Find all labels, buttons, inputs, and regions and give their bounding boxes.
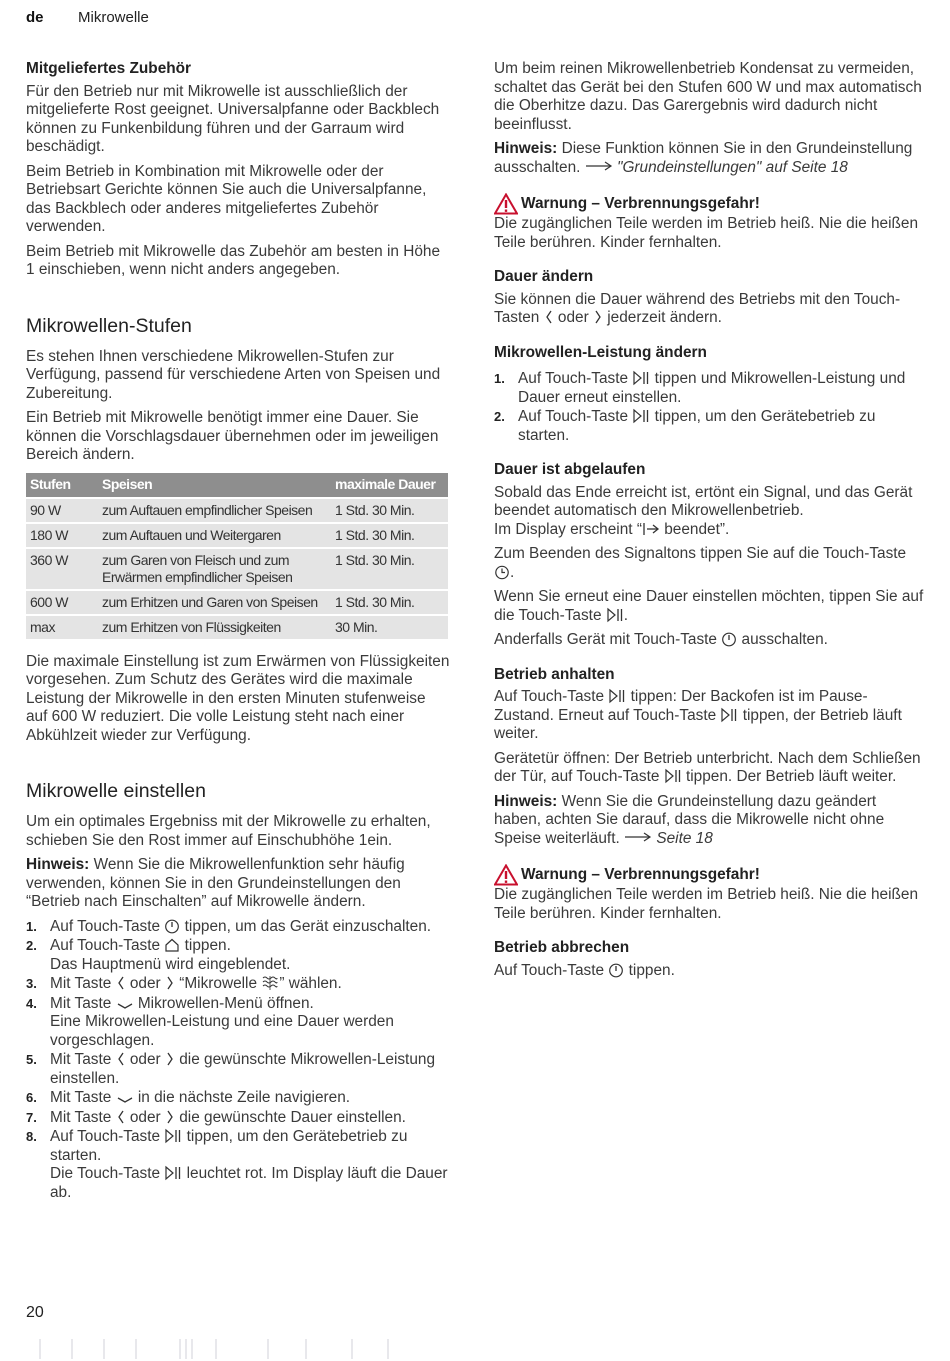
home-icon: [164, 937, 180, 953]
step-number: 6.: [26, 1090, 37, 1105]
step-text: oder: [125, 975, 165, 992]
list-item: [494, 408, 924, 445]
step-text: tippen, um das Gerät einzuschalten.: [180, 917, 432, 935]
step-text: tippen, um den Gerätebetrieb zu starten.: [518, 408, 876, 444]
step-text: Das Hauptmenü wird eingeblendet.: [50, 955, 291, 973]
hint-text: Wenn Sie die Grundeinstellung dazu geändert haben, achten Sie darauf, dass die Mikrowelle nicht ohne Speise weiterläuft.: [494, 792, 885, 847]
table-cell-speisen: zum Auftauen empfindlicher Speisen: [98, 498, 331, 523]
hint-grundeinstellung: [494, 140, 924, 177]
table-cell-dauer: 1 Std. 30 Min.: [331, 548, 448, 590]
warning-icon: [494, 864, 518, 886]
paragraph-text: tippen, der Betrieb läuft weiter.: [494, 706, 902, 742]
start-stop-icon: [164, 1165, 182, 1181]
einstellen-paragraph-1: Um ein optimales Ergebniss mit der Mikrowelle zu erhalten, schieben Sie den Rost immer auf Einschubhöhe 1ein.: [26, 813, 431, 849]
list-item: [26, 937, 450, 974]
list-item: [494, 370, 924, 407]
warning-title: [494, 864, 924, 886]
warning-icon: [494, 193, 518, 215]
step-number: 1.: [26, 918, 37, 934]
table-row: [26, 548, 448, 590]
step-text: ” wählen.: [279, 975, 342, 992]
chevron-left-icon: [544, 309, 554, 325]
chevron-right-icon: [165, 975, 175, 991]
table-cell-stufe: 360 W: [26, 548, 98, 590]
hint-label: Hinweis:: [26, 856, 90, 873]
zubehoer-paragraph-2: Beim Betrieb in Kombination mit Mikrowelle oder der Betriebsart Gerichte können Sie auch die Universalpfanne, das Backblech oder anderes mitgeliefertes Zubehör verwenden.: [26, 162, 427, 235]
table-cell-speisen: zum Erhitzen und Garen von Speisen: [98, 590, 331, 615]
step-text: oder: [125, 1108, 165, 1126]
step-number: 4.: [26, 995, 37, 1011]
step-text: in die nächste Zeile navigieren.: [133, 1089, 351, 1106]
power-icon: [164, 918, 180, 934]
hint-label: Hinweis:: [494, 792, 558, 810]
table-row: [26, 498, 448, 523]
timer-icon: [494, 564, 510, 580]
heading-dauer-aendern: Dauer ändern: [494, 268, 594, 285]
start-stop-icon: [720, 707, 738, 723]
paragraph-text: Auf Touch-Taste: [494, 688, 609, 705]
hint-text: Wenn Sie die Mikrowellenfunktion sehr häufig verwenden, können Sie in den Grundeinstellungen den “Betrieb nach Einschalten” auf Mikrowelle ändern.: [26, 856, 405, 910]
step-text: tippen.: [180, 937, 231, 954]
heading-abgelaufen: Dauer ist abgelaufen: [494, 461, 646, 478]
arrow-right-icon: [585, 160, 613, 172]
power-icon: [721, 631, 737, 647]
list-item: [26, 975, 450, 994]
dauer-aendern-paragraph: [494, 291, 924, 328]
step-text: die gewünschte Dauer einstellen.: [174, 1108, 406, 1126]
heading-anhalten: Betrieb anhalten: [494, 665, 615, 683]
paragraph-text: tippen: Der Backofen ist im Pause-Zustand. Erneut auf Touch-Taste: [494, 688, 868, 724]
abbrechen-paragraph: [494, 962, 924, 981]
warning-text: Die zugänglichen Teile werden im Betrieb heiß. Nie die heißen Teile berühren. Kinder fernhalten.: [494, 215, 919, 251]
step-number: 1.: [494, 371, 505, 386]
step-number: 7.: [26, 1109, 37, 1125]
table-cell-dauer: 1 Std. 30 Min.: [331, 523, 448, 548]
page-reference-link[interactable]: Seite 18: [656, 829, 713, 847]
step-text: tippen, um den Gerätebetrieb zu starten.: [50, 1128, 408, 1164]
list-item: [26, 1089, 450, 1108]
table-cell-speisen: zum Garen von Fleisch und zum Erwärmen empfindlicher Speisen: [98, 548, 331, 590]
left-column: [26, 60, 450, 1208]
table-row: [26, 590, 448, 615]
step-number: 8.: [26, 1129, 37, 1144]
paragraph-text: Sobald das Ende erreicht ist, ertönt ein Signal, und das Gerät beendet automatisch den Mikrowellenbetrieb.: [494, 483, 913, 519]
warning-title-text: Warnung – Verbrennungsgefahr!: [521, 865, 760, 883]
paragraph-text: Anderfalls Gerät mit Touch-Taste: [494, 631, 722, 648]
table-header-dauer: maximale Dauer: [331, 473, 448, 498]
table-cell-stufe: max: [26, 615, 98, 639]
step-text: Auf Touch-Taste: [50, 937, 165, 954]
step-text: Mit Taste: [50, 975, 116, 992]
table-cell-dauer: 30 Min.: [331, 615, 448, 639]
step-number: 3.: [26, 976, 37, 991]
paragraph-text: .: [510, 563, 515, 581]
paragraph-text: tippen.: [624, 961, 675, 979]
header-title: Mikrowelle: [78, 9, 149, 26]
paragraph-text: oder: [553, 309, 593, 326]
heading-zubehoer: Mitgeliefertes Zubehör: [26, 60, 192, 77]
table-cell-dauer: 1 Std. 30 Min.: [331, 590, 448, 615]
step-text: Mikrowellen-Menü öffnen.: [133, 994, 314, 1012]
zubehoer-paragraph-1: Für den Betrieb nur mit Mikrowelle ist ausschließlich der mitgelieferte Rost geeignet. Universalpfanne oder Backblech können zu Funkenbildung führen und der Garraum wird beschädigt.: [26, 82, 440, 155]
step-text: Auf Touch-Taste: [518, 408, 633, 425]
paragraph-text: beendet”.: [659, 520, 730, 538]
table-cell-stufe: 600 W: [26, 590, 98, 615]
paragraph-text: Auf Touch-Taste: [494, 961, 609, 979]
table-cell-dauer: 1 Std. 30 Min.: [331, 498, 448, 523]
stufen-paragraph-3: Die maximale Einstellung ist zum Erwärmen von Flüssigkeiten vorgesehen. Zum Schutz des Gerätes wird die maximale Leistung der Mikrowelle in den ersten Minuten stufenweise auf 600 W reduziert. Die volle Leistung steht nach einer Abkühlzeit wieder zur Verfügung.: [26, 652, 450, 744]
abgelaufen-paragraph-3: [494, 588, 924, 625]
paragraph-text: ausschalten.: [737, 631, 828, 648]
abgelaufen-paragraph-1: [494, 484, 924, 540]
chevron-left-icon: [116, 975, 126, 991]
warning-title-text: Warnung – Verbrennungsgefahr!: [521, 194, 760, 212]
arrow-right-icon: [624, 831, 652, 843]
list-item: [26, 1128, 450, 1202]
heading-abbrechen: Betrieb abbrechen: [494, 939, 630, 956]
leistung-steps: [494, 370, 924, 445]
paragraph-text: Im Display erscheint “: [494, 520, 642, 538]
table-cell-speisen: zum Auftauen und Weitergaren: [98, 523, 331, 548]
paragraph-text: .: [623, 606, 629, 624]
step-text: Eine Mikrowellen-Leistung und eine Dauer werden vorgeschlagen.: [50, 1013, 394, 1049]
zubehoer-paragraph-3: Beim Betrieb mit Mikrowelle das Zubehör am besten in Höhe 1 einschieben, wenn nicht anders angegeben.: [26, 242, 441, 278]
step-text: tippen und Mikrowellen-Leistung und Dauer erneut einstellen.: [518, 370, 906, 406]
step-text: Die Touch-Taste: [50, 1165, 165, 1182]
list-item: [26, 1051, 450, 1088]
step-text: Auf Touch-Taste: [50, 1128, 165, 1145]
chevron-down-icon: [116, 1001, 134, 1011]
step-text: Mit Taste: [50, 1089, 116, 1106]
start-stop-icon: [632, 408, 650, 424]
table-cell-stufe: 90 W: [26, 498, 98, 523]
start-stop-icon: [164, 1128, 182, 1144]
chevron-left-icon: [116, 1051, 126, 1067]
heading-einstellen: Mikrowelle einstellen: [26, 780, 206, 802]
start-stop-icon: [608, 688, 626, 704]
heading-leistung-aendern: Mikrowellen-Leistung ändern: [494, 343, 707, 361]
anhalten-paragraph-1: [494, 688, 924, 744]
anhalten-paragraph-2: [494, 750, 924, 787]
step-text: Auf Touch-Taste: [50, 917, 165, 935]
paragraph-text: jederzeit ändern.: [602, 309, 722, 326]
table-row: [26, 615, 448, 639]
step-text: die gewünschte Mikrowellen-Leistung einstellen.: [50, 1051, 436, 1087]
start-stop-icon: [632, 370, 650, 386]
print-marks: [0, 1335, 950, 1361]
start-stop-icon: [606, 607, 624, 623]
table-header-stufen: Stufen: [26, 473, 98, 498]
hint-label: Hinweis:: [494, 140, 558, 157]
list-item: [26, 1109, 450, 1128]
page-reference-link[interactable]: "Grundeinstellungen" auf Seite 18: [616, 158, 848, 176]
stufen-table: [26, 473, 448, 639]
end-icon: [642, 521, 660, 537]
table-row: [26, 523, 448, 548]
table-cell-speisen: zum Erhitzen von Flüssigkeiten: [98, 615, 331, 639]
start-stop-icon: [664, 768, 682, 784]
list-item: [26, 918, 450, 937]
warning-text: Die zugänglichen Teile werden im Betrieb heiß. Nie die heißen Teile berühren. Kinder fernhalten.: [494, 886, 919, 922]
step-text: leuchtet rot. Im Display läuft die Dauer ab.: [50, 1165, 448, 1201]
anhalten-hint: [494, 793, 924, 849]
table-cell-stufe: 180 W: [26, 523, 98, 548]
right-column: [494, 60, 924, 986]
step-number: 5.: [26, 1052, 37, 1067]
step-text: Mit Taste: [50, 1051, 116, 1068]
stufen-paragraph-1: Es stehen Ihnen verschiedene Mikrowellen-Stufen zur Verfügung, passend für verschiedene Arten von Speisen und Zubereitung.: [26, 347, 441, 402]
warning-title: [494, 193, 924, 215]
chevron-right-icon: [165, 1109, 175, 1125]
list-item: [26, 995, 450, 1051]
step-text: “Mikrowelle: [174, 975, 262, 992]
paragraph-text: Sie können die Dauer während des Betriebs mit den Touch-Tasten: [494, 290, 901, 326]
table-header-speisen: Speisen: [98, 473, 331, 498]
chevron-down-icon: [116, 1095, 134, 1105]
intro-paragraph: Um beim reinen Mikrowellenbetrieb Kondensat zu vermeiden, schaltet das Gerät bei den Stufen 600 W und max automatisch die Oberhitze dazu. Das Garergebnis wird dadurch nicht beeinflusst.: [494, 60, 922, 133]
table-header-row: [26, 473, 448, 498]
hint-text: Diese Funktion können Sie in den Grundeinstellung ausschalten.: [494, 140, 913, 176]
chevron-right-icon: [593, 309, 603, 325]
step-number: 2.: [26, 938, 37, 953]
heading-stufen: Mikrowellen-Stufen: [26, 314, 192, 337]
page-number: 20: [26, 1304, 44, 1321]
step-number: 2.: [494, 409, 505, 424]
step-text: Mit Taste: [50, 994, 116, 1012]
power-icon: [608, 962, 624, 978]
microwave-icon: [261, 975, 279, 991]
chevron-right-icon: [165, 1051, 175, 1067]
step-text: Mit Taste: [50, 1108, 116, 1126]
chevron-left-icon: [116, 1109, 126, 1125]
paragraph-text: Gerätetür öffnen: Der Betrieb unterbricht. Nach dem Schließen der Tür, auf Touch-Taste: [494, 749, 921, 785]
einstellen-hint: [26, 856, 450, 912]
abgelaufen-paragraph-2: [494, 545, 924, 582]
stufen-paragraph-2: Ein Betrieb mit Mikrowelle benötigt immer eine Dauer. Sie können die Vorschlagsdauer übernehmen oder im jeweiligen Bereich ändern.: [26, 409, 439, 463]
paragraph-text: Wenn Sie erneut eine Dauer einstellen möchten, tippen Sie auf die Touch-Taste: [494, 588, 924, 624]
step-text: Auf Touch-Taste: [518, 370, 633, 387]
page-header: [26, 9, 149, 28]
language-code: de: [26, 9, 44, 26]
paragraph-text: Zum Beenden des Signaltons tippen Sie auf die Touch-Taste: [494, 545, 907, 562]
step-text: oder: [125, 1051, 165, 1068]
abgelaufen-paragraph-4: [494, 631, 924, 650]
einstellen-steps: [26, 918, 450, 1203]
paragraph-text: tippen. Der Betrieb läuft weiter.: [681, 768, 897, 785]
